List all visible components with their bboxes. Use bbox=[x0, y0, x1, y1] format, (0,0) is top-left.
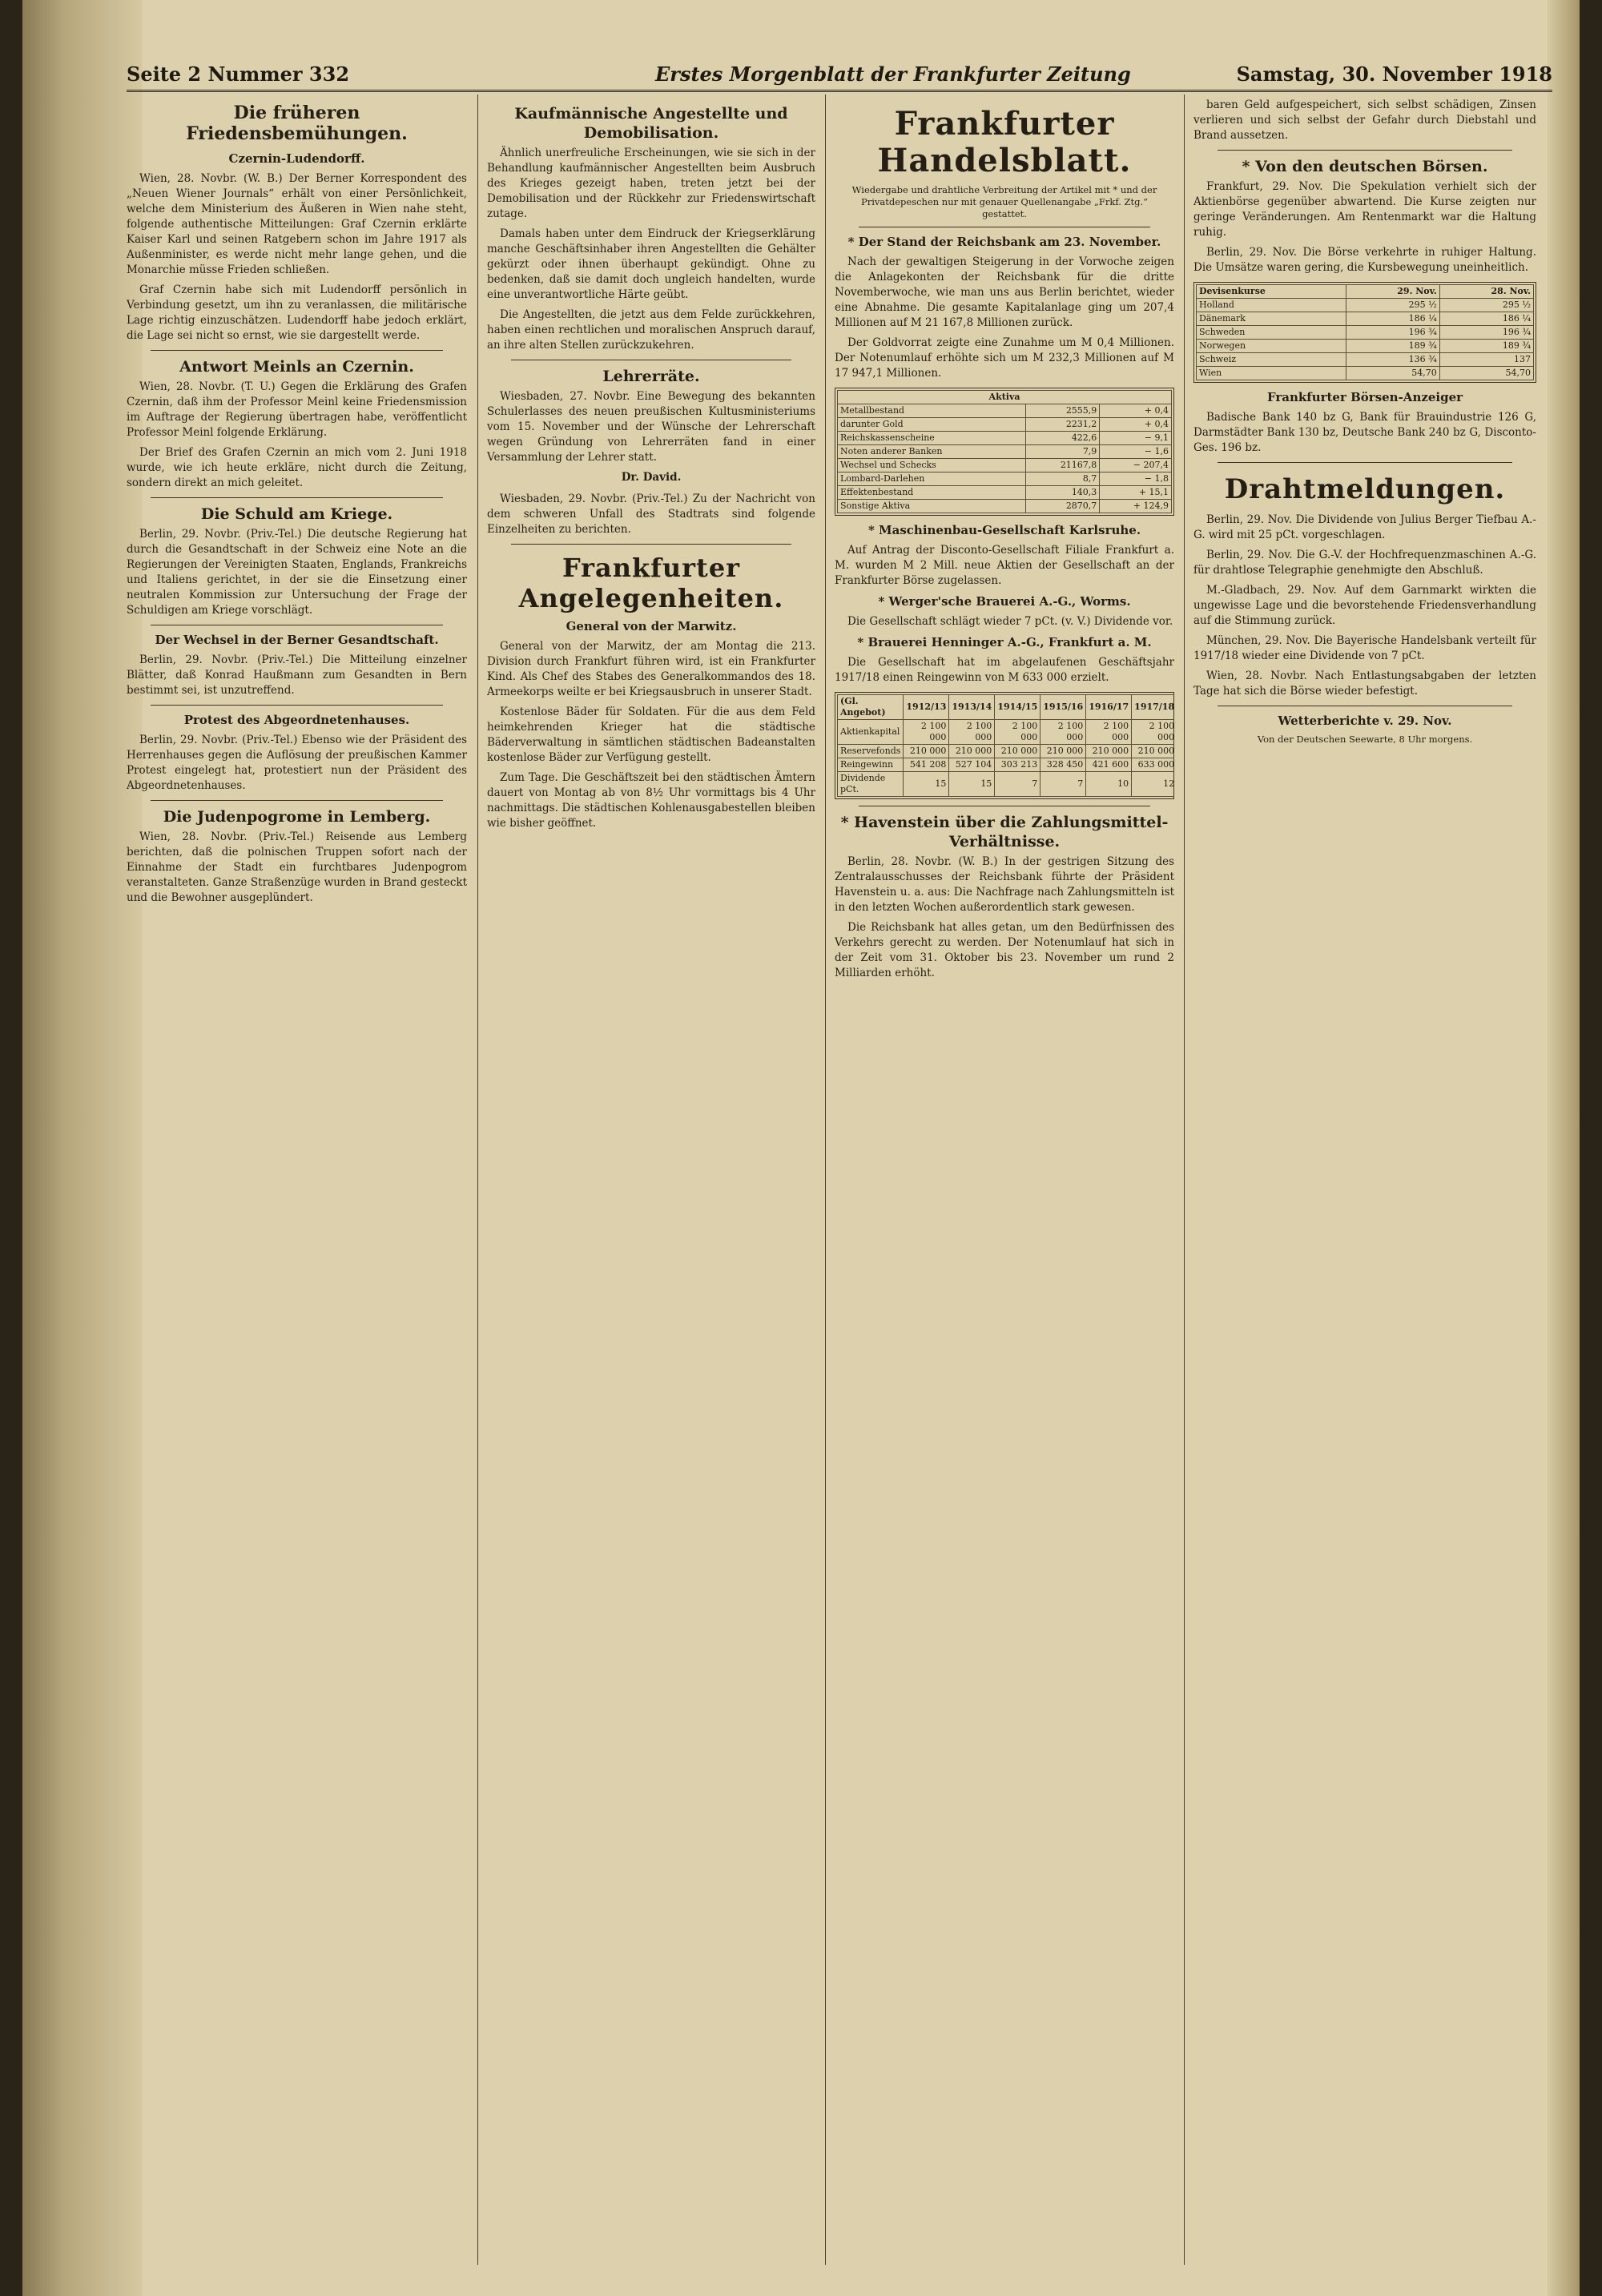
table-cell: 421 600 bbox=[1086, 758, 1132, 772]
book-spine-shadow bbox=[22, 0, 143, 2296]
divider bbox=[1218, 462, 1512, 463]
column-rule bbox=[825, 94, 826, 2265]
table-body bbox=[838, 404, 1172, 513]
article-paragraph: Berlin, 29. Novbr. (Priv.-Tel.) Die Mitteilung einzelner Blätter, daß Konrad Haußmann zum Gesandten in Bern bestimmt sei, ist unzutreffend. bbox=[127, 653, 467, 697]
table-cell: 196 ¾ bbox=[1346, 326, 1439, 340]
table-cell: 15 bbox=[949, 772, 995, 797]
divider bbox=[151, 350, 443, 351]
divider bbox=[151, 705, 443, 706]
table-cell: 15 bbox=[904, 772, 949, 797]
article-paragraph: Wiesbaden, 29. Novbr. (Priv.-Tel.) Zu der Nachricht von dem schweren Unfall des Stadtrats sind folgende Einzelheiten zu berichten. bbox=[487, 493, 815, 536]
article-paragraph: Badische Bank 140 bz G, Bank für Brauindustrie 126 G, Darmstädter Bank 130 bz, Deutsche Bank 240 bz G, Disconto-Ges. 196 bz. bbox=[1193, 411, 1536, 454]
table-row bbox=[1197, 326, 1534, 340]
column-4 bbox=[1193, 98, 1536, 2260]
table-header-row bbox=[1197, 285, 1534, 299]
table-cell: 21167,8 bbox=[1026, 459, 1100, 472]
column-rule bbox=[477, 94, 478, 2265]
table-cell: 527 104 bbox=[949, 758, 995, 772]
table-cell: Dividende pCt. bbox=[838, 772, 904, 797]
table-cell: 2 100 000 bbox=[949, 720, 995, 745]
article-paragraph: Zum Tage. Die Geschäftszeit bei den städtischen Ämtern dauert von Montag ab von 8½ Uhr vormittags bis 4 Uhr nachmittags. Die städtischen Kohlenausgabestellen bleiben wie bisher geöffnet. bbox=[487, 771, 815, 830]
article-paragraph: Die Gesellschaft schlägt wieder 7 pCt. (v. V.) Dividende vor. bbox=[847, 615, 1173, 628]
table-cell: 7,9 bbox=[1026, 445, 1100, 459]
table-cell: 186 ¼ bbox=[1439, 312, 1533, 326]
table-cell: 186 ¼ bbox=[1346, 312, 1439, 326]
article-paragraph: Die Gesellschaft hat im abgelaufenen Geschäftsjahr 1917/18 einen Reingewinn von M 633 000 erzielt. bbox=[835, 656, 1174, 684]
article-paragraph: Kostenlose Bäder für Soldaten. Für die aus dem Feld heimkehrenden Krieger hat die städtische Bäderverwaltung in sämtlichen städtischen Badeanstalten kostenlose Bäder zur Verfügung gestellt. bbox=[487, 706, 815, 764]
article-heading: * Werger'sche Brauerei A.-G., Worms. bbox=[878, 594, 1131, 609]
table-row bbox=[838, 445, 1172, 459]
table-cell: 2 100 000 bbox=[1040, 720, 1086, 745]
divider bbox=[1218, 150, 1512, 151]
table-cell: Lombard-Darlehen bbox=[838, 472, 1026, 486]
column-rule bbox=[1184, 94, 1185, 2265]
article-heading: Protest des Abgeordnetenhauses. bbox=[183, 713, 410, 727]
section-title: Drahtmeldungen. bbox=[1224, 473, 1506, 505]
column-2 bbox=[487, 98, 815, 2260]
table-cell: 2 100 000 bbox=[1086, 720, 1132, 745]
table-header-cell: (Gl. Angebot) bbox=[838, 695, 904, 720]
page-edge-shadow bbox=[1548, 0, 1580, 2296]
table-header-cell: 29. Nov. bbox=[1346, 285, 1439, 299]
weather-heading: Wetterberichte v. 29. Nov. bbox=[1278, 714, 1452, 728]
table-cell: 2555,9 bbox=[1026, 404, 1100, 418]
table-cell: darunter Gold bbox=[838, 418, 1026, 432]
article-paragraph: Graf Czernin habe sich mit Ludendorff persönlich in Verbindung gesetzt, um ihn zu veranlassen, die militärische Lage richtig einzuschätzen. Ludendorff habe jedoch erklärt, die Lage sei nicht so ernst, wie sie dargestellt werde. bbox=[127, 283, 467, 342]
table-header-row bbox=[838, 695, 1175, 720]
table-cell: Reichskassenscheine bbox=[838, 432, 1026, 445]
table-cell: Sonstige Aktiva bbox=[838, 500, 1026, 513]
table-cell: 295 ½ bbox=[1346, 299, 1439, 312]
article-paragraph: Wiesbaden, 27. Novbr. Eine Bewegung des bekannten Schulerlasses des neuen preußischen Kultusministeriums vom 15. November und der Wünsche der Lehrerschaft wegen Gründung von Lehrerräten fand in einer Versammlung der Lehrer statt. bbox=[487, 390, 815, 464]
table-cell: Schweden bbox=[1197, 326, 1346, 340]
table-cell: 328 450 bbox=[1040, 758, 1086, 772]
article-heading: Antwort Meinls an Czernin. bbox=[179, 358, 414, 376]
table-row bbox=[1197, 299, 1534, 312]
table-header-cell: 1914/15 bbox=[995, 695, 1040, 720]
divider bbox=[151, 800, 443, 801]
divider bbox=[511, 544, 791, 545]
article-paragraph: baren Geld aufgespeichert, sich selbst schädigen, Zinsen verlieren und sich selbst der Gefahr durch Diebstahl und Brand aussetzen. bbox=[1193, 99, 1536, 142]
article-heading: Lehrerräte. bbox=[602, 368, 700, 385]
table-cell: Wechsel und Schecks bbox=[838, 459, 1026, 472]
table-cell: 7 bbox=[995, 772, 1040, 797]
reichsbank-table bbox=[835, 388, 1174, 516]
table-cell: 54,70 bbox=[1346, 367, 1439, 380]
table-cell: Noten anderer Banken bbox=[838, 445, 1026, 459]
table-cell: 2 100 000 bbox=[995, 720, 1040, 745]
article-subheading: Czernin-Ludendorff. bbox=[228, 151, 365, 166]
table-cell: 210 000 bbox=[1040, 745, 1086, 758]
table-header-cell: 1916/17 bbox=[1086, 695, 1132, 720]
article-heading: * Der Stand der Reichsbank am 23. November. bbox=[847, 235, 1161, 249]
table-row bbox=[838, 720, 1175, 745]
table-header: Aktiva bbox=[838, 391, 1172, 404]
weather-subheading: Von der Deutschen Seewarte, 8 Uhr morgens. bbox=[1257, 734, 1473, 745]
table-row bbox=[838, 758, 1175, 772]
divider bbox=[151, 497, 443, 498]
issue-date: Samstag, 30. November 1918 bbox=[1236, 62, 1552, 86]
article-paragraph: Ähnlich unerfreuliche Erscheinungen, wie sie sich in der Behandlung kaufmännischer Angestellten beim Ausbruch des Krieges gezeigt haben, treten jetzt bei der Demobilisation und der Rückkehr zur Friedenswirtschaft zutage. bbox=[487, 147, 815, 220]
column-3 bbox=[835, 98, 1174, 2260]
article-paragraph: Der Goldvorrat zeigte eine Zunahme um M 0,4 Millionen. Der Notenumlauf erhöhte sich um M 232,3 Millionen auf M 17 947,1 Millionen. bbox=[835, 336, 1174, 380]
table-cell: 2 100 000 bbox=[904, 720, 949, 745]
section-title: Frankfurter Angelegenheiten. bbox=[518, 553, 784, 613]
table-cell: 196 ¾ bbox=[1439, 326, 1533, 340]
page-number: Seite 2 Nummer 332 bbox=[127, 62, 350, 86]
table-cell: 210 000 bbox=[1086, 745, 1132, 758]
table-body bbox=[838, 720, 1175, 797]
table-header-cell: 1915/16 bbox=[1040, 695, 1086, 720]
article-heading: Die früheren Friedensbemühungen. bbox=[186, 103, 408, 144]
article-paragraph: Berlin, 29. Nov. Die Börse verkehrte in ruhiger Haltung. Die Umsätze waren gering, die Kursbewegung uneinheitlich. bbox=[1193, 246, 1536, 274]
table-cell: 2870,7 bbox=[1026, 500, 1100, 513]
table-cell: Reingewinn bbox=[838, 758, 904, 772]
table-row bbox=[838, 486, 1172, 500]
table-cell: − 1,6 bbox=[1100, 445, 1172, 459]
article-paragraph: M.-Gladbach, 29. Nov. Auf dem Garnmarkt wirkten die ungewisse Lage und die bevorstehende Friedensverhandlung auf die Stimmung zurück. bbox=[1193, 584, 1536, 627]
table-cell: 189 ¾ bbox=[1439, 340, 1533, 353]
table-cell: − 207,4 bbox=[1100, 459, 1172, 472]
article-paragraph: Der Brief des Grafen Czernin an mich vom 2. Juni 1918 wurde, wie ich heute erkläre, nicht durch die Zeitung, sondern direkt an mich geleitet. bbox=[127, 446, 467, 489]
table-cell: Wien bbox=[1197, 367, 1346, 380]
table-cell: 210 000 bbox=[949, 745, 995, 758]
table-cell: 422,6 bbox=[1026, 432, 1100, 445]
table-cell: Aktienkapital bbox=[838, 720, 904, 745]
table-cell: 137 bbox=[1439, 353, 1533, 367]
article-heading: Kaufmännische Angestellte und Demobilisation. bbox=[514, 105, 788, 142]
article-paragraph: Auf Antrag der Disconto-Gesellschaft Filiale Frankfurt a. M. wurden M 2 Mill. neue Aktien der Gesellschaft an der Frankfurter Börse zugelassen. bbox=[835, 544, 1174, 587]
table-cell: Reservefonds bbox=[838, 745, 904, 758]
table-cell: − 1,8 bbox=[1100, 472, 1172, 486]
table-row bbox=[838, 459, 1172, 472]
article-paragraph: Wien, 28. Novbr. (Priv.-Tel.) Reisende aus Lemberg berichten, daß die polnischen Truppen sofort nach der Einnahme der Stadt ein furchtbares Judenpogrom veranstalteten. Ganze Straßenzüge wurden in Brand gesteckt und die Bewohner ausgeplündert. bbox=[127, 830, 467, 904]
article-paragraph: Frankfurt, 29. Nov. Die Spekulation verhielt sich der Aktienbörse gegenüber abwartend. Die Kurse zeigten nur geringe Veränderungen. Am Rentenmarkt war die Haltung ruhig. bbox=[1193, 180, 1536, 239]
table-row bbox=[838, 500, 1172, 513]
table-cell: 303 213 bbox=[995, 758, 1040, 772]
table-cell: 295 ½ bbox=[1439, 299, 1533, 312]
section-title: Frankfurter Handelsblatt. bbox=[877, 105, 1132, 179]
column-1 bbox=[127, 98, 467, 2260]
table-header-cell: 1913/14 bbox=[949, 695, 995, 720]
table-header-cell: 1912/13 bbox=[904, 695, 949, 720]
table-cell: 140,3 bbox=[1026, 486, 1100, 500]
table-cell: 541 208 bbox=[904, 758, 949, 772]
section-subtitle: Wiedergabe und drahtliche Verbreitung der Artikel mit * und der Privatdepeschen nur mit genauer Quellenangabe „Frkf. Ztg.“ gestattet. bbox=[851, 184, 1157, 219]
table-header-cell: 28. Nov. bbox=[1439, 285, 1533, 299]
article-heading: Die Judenpogrome in Lemberg. bbox=[163, 808, 431, 826]
table-row bbox=[838, 418, 1172, 432]
article-subheading: General von der Marwitz. bbox=[566, 619, 737, 633]
table-row bbox=[1197, 367, 1534, 380]
article-heading: * Maschinenbau-Gesellschaft Karlsruhe. bbox=[867, 523, 1141, 537]
table-cell: 2231,2 bbox=[1026, 418, 1100, 432]
table-body bbox=[1197, 299, 1534, 380]
article-paragraph: Berlin, 29. Nov. Die G.-V. der Hochfrequenzmaschinen A.-G. für drahtlose Telegraphie genehmigte den Abschluß. bbox=[1193, 549, 1536, 577]
table-header-cell: Devisenkurse bbox=[1197, 285, 1346, 299]
table-cell: 210 000 bbox=[904, 745, 949, 758]
table-cell: Effektenbestand bbox=[838, 486, 1026, 500]
article-heading: * Von den deutschen Börsen. bbox=[1242, 158, 1488, 175]
article-heading: * Havenstein über die Zahlungsmittel-Verhältnisse. bbox=[840, 814, 1169, 850]
table-cell: 189 ¾ bbox=[1346, 340, 1439, 353]
article-paragraph: General von der Marwitz, der am Montag die 213. Division durch Frankfurt führen wird, ist ein Frankfurter Kind. Als Chef des Stabes des Generalkommandos des 18. Armeekorps weilte er bei Kriegsausbruch in unserer Stadt. bbox=[487, 640, 815, 698]
table-cell: Dänemark bbox=[1197, 312, 1346, 326]
table-cell: Norwegen bbox=[1197, 340, 1346, 353]
table-cell: 7 bbox=[1040, 772, 1086, 797]
article-paragraph: Wien, 28. Novbr. (T. U.) Gegen die Erklärung des Grafen Czernin, daß ihm der Professor Meinl keine Friedensmission im Auftrage der Regierung übertragen habe, veröffentlicht Professor Meinl folgende Erklärung. bbox=[127, 380, 467, 439]
article-paragraph: Wien, 28. Novbr. Nach Entlastungsabgaben der letzten Tage hat sich die Börse wieder befestigt. bbox=[1193, 669, 1536, 698]
article-heading: Frankfurter Börsen-Anzeiger bbox=[1266, 390, 1463, 404]
table-cell: Holland bbox=[1197, 299, 1346, 312]
table-cell: 12 bbox=[1132, 772, 1174, 797]
table-cell: − 9,1 bbox=[1100, 432, 1172, 445]
newspaper-page bbox=[22, 0, 1580, 2296]
exchange-rate-table bbox=[1193, 282, 1536, 383]
article-heading: Der Wechsel in der Berner Gesandtschaft. bbox=[155, 633, 439, 647]
table-row bbox=[838, 745, 1175, 758]
table-cell: 10 bbox=[1086, 772, 1132, 797]
table-cell: + 15,1 bbox=[1100, 486, 1172, 500]
table-cell: 2 100 000 bbox=[1132, 720, 1174, 745]
table-cell: + 124,9 bbox=[1100, 500, 1172, 513]
table-cell: Schweiz bbox=[1197, 353, 1346, 367]
table-cell: 54,70 bbox=[1439, 367, 1533, 380]
table-cell: 210 000 bbox=[995, 745, 1040, 758]
article-paragraph: Die Angestellten, die jetzt aus dem Felde zurückkehren, haben einen rechtlichen und moralischen Anspruch darauf, an ihre alten Stellen zurückzukehren. bbox=[487, 308, 815, 352]
table-cell: + 0,4 bbox=[1100, 404, 1172, 418]
table-row bbox=[1197, 340, 1534, 353]
newspaper-name: Erstes Morgenblatt der Frankfurter Zeitung bbox=[655, 62, 1131, 86]
masthead bbox=[127, 62, 1552, 92]
article-paragraph: Nach der gewaltigen Steigerung in der Vorwoche zeigen die Anlagekonten der Reichsbank für die dritte Novemberwoche, wie man uns aus Berlin berichtet, wieder eine Abnahme. Die gesamte Kapitalanlage ging um 207,4 Millionen auf M 21 167,8 Millionen zurück. bbox=[835, 255, 1174, 329]
table-row bbox=[838, 472, 1172, 486]
table-row bbox=[838, 772, 1175, 797]
table-row bbox=[838, 404, 1172, 418]
brewery-table bbox=[835, 692, 1174, 799]
table-cell: + 0,4 bbox=[1100, 418, 1172, 432]
table-row bbox=[838, 432, 1172, 445]
table-header-cell: 1917/18 bbox=[1132, 695, 1174, 720]
author-signature: Dr. David. bbox=[621, 471, 682, 484]
article-paragraph: Berlin, 29. Nov. Die Dividende von Julius Berger Tiefbau A.-G. wird mit 25 pCt. vorgeschlagen. bbox=[1193, 513, 1536, 541]
article-paragraph: Berlin, 29. Novbr. (Priv.-Tel.) Die deutsche Regierung hat durch die Gesandtschaft in der Schweiz eine Note an die Regierungen der Vereinigten Staaten, Englands, Frankreichs und Italiens gerichtet, in der sie die Einsetzung einer neutralen Kommission zur Untersuchung der Frage der Schuldigen am Kriege vorschlägt. bbox=[127, 528, 467, 617]
table-cell: 136 ¾ bbox=[1346, 353, 1439, 367]
table-row bbox=[1197, 353, 1534, 367]
article-paragraph: Wien, 28. Novbr. (W. B.) Der Berner Korrespondent des „Neuen Wiener Journals“ erhält von einer Persönlichkeit, welche dem Ministerium des Äußeren in Wien nahe steht, folgende authentische Mitteilungen: Graf Czernin erklärte Kaiser Karl und seinen Ratgebern schon im Jahre 1917 als Außenminister, es werde nicht mehr lange gehen, und die Monarchie müsse Frieden schließen. bbox=[127, 172, 467, 276]
article-paragraph: München, 29. Nov. Die Bayerische Handelsbank verteilt für 1917/18 wieder eine Dividende von 7 pCt. bbox=[1193, 634, 1536, 662]
article-paragraph: Damals haben unter dem Eindruck der Kriegserklärung manche Geschäftsinhaber ihren Angestellten die Gehälter gekürzt oder ihnen überhaupt gekündigt. Ohne zu bedenken, daß sie damit doch ungleich handelten, wurde eine unverantwortliche Härte geübt. bbox=[487, 227, 815, 301]
article-paragraph: Berlin, 29. Novbr. (Priv.-Tel.) Ebenso wie der Präsident des Herrenhauses gegen die Auflösung der preußischen Kammer Protest eingelegt hat, protestiert nun der Präsident des Abgeordnetenhauses. bbox=[127, 734, 467, 792]
table-row bbox=[1197, 312, 1534, 326]
article-paragraph: Berlin, 28. Novbr. (W. B.) In der gestrigen Sitzung des Zentralausschusses der Reichsbank führte der Präsident Havenstein u. a. aus: Die Nachfrage nach Zahlungsmitteln ist in den letzten Wochen außerordentlich stark gewesen. bbox=[835, 855, 1174, 914]
article-heading: * Brauerei Henninger A.-G., Frankfurt a. M. bbox=[857, 635, 1152, 649]
table-cell: Metallbestand bbox=[838, 404, 1026, 418]
table-cell: 210 000 bbox=[1132, 745, 1174, 758]
table-cell: 8,7 bbox=[1026, 472, 1100, 486]
article-heading: Die Schuld am Kriege. bbox=[200, 505, 393, 523]
table-cell: 633 000 bbox=[1132, 758, 1174, 772]
article-paragraph: Die Reichsbank hat alles getan, um den Bedürfnissen des Verkehrs gerecht zu werden. Der Notenumlauf hat sich in der Zeit vom 31. Oktober bis 23. November um rund 2 Milliarden erhöht. bbox=[835, 921, 1174, 979]
